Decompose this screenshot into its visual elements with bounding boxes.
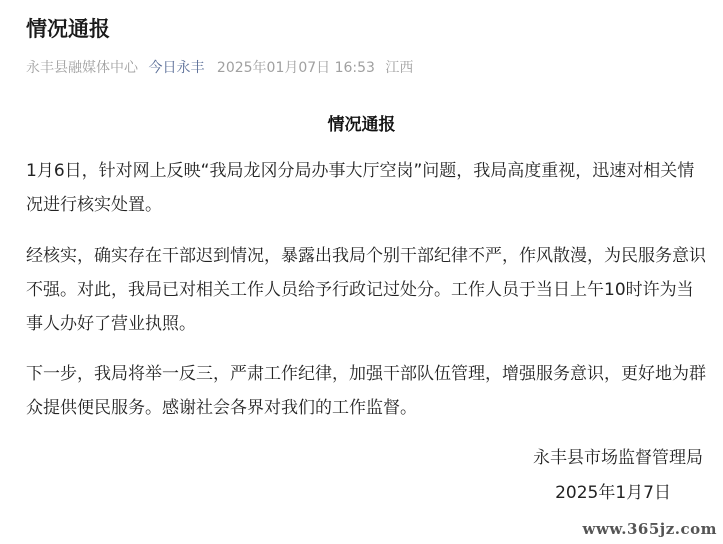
site-watermark: www.365jz.com [582,520,717,538]
notice-heading: 情况通报 [327,115,396,135]
article-title: 情况通报 [26,17,110,41]
meta-location: 江西 [385,60,414,76]
meta-datetime: 2025年01月07日 16:53 [216,60,375,76]
signature-date: 2025年1月7日 [555,483,671,503]
meta-account-link[interactable]: 今日永丰 [148,60,205,76]
notice-paragraph-3: 下一步，我局将举一反三，严肃工作纪律，加强干部队伍管理，增强服务意识，更好地为群众提供便民服务。感谢社会各界对我们的工作监督。 [26,364,706,418]
signature-organization: 永丰县市场监督管理局 [533,448,703,468]
notice-paragraph-2: 经核实，确实存在干部迟到情况，暴露出我局个别干部纪律不严，作风散漫，为民服务意识不强。对此，我局已对相关工作人员给予行政记过处分。工作人员于当日上午10时许为当事人办好了营业执照。 [26,246,706,334]
article-meta [26,58,419,78]
notice-paragraph-1: 1月6日，针对网上反映“我局龙冈分局办事大厅空岗”问题，我局高度重视，迅速对相关情况进行核实处置。 [26,161,695,215]
meta-source: 永丰县融媒体中心 [26,60,138,76]
